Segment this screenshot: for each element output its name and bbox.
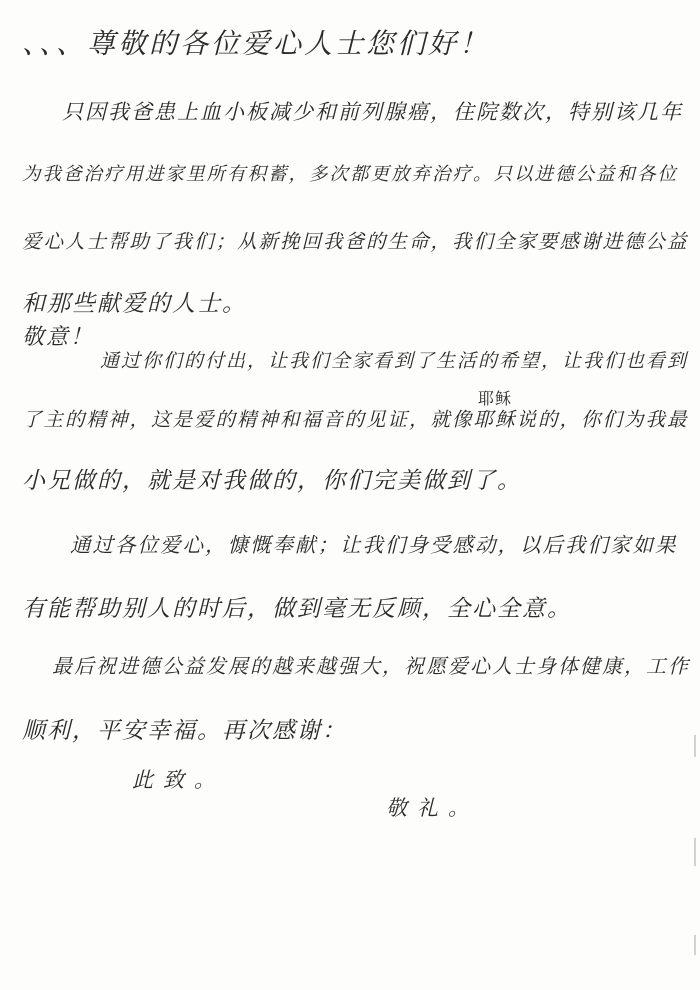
scan-edge-mark xyxy=(694,935,696,955)
salutation: 敬意！ xyxy=(22,325,95,350)
paragraph3-line1: 通过各位爱心，慷慨奉献；让我们身受感动，以后我们家如果 xyxy=(70,533,678,557)
paragraph2-line2: 了主的精神，这是爱的精神和福音的见证，就像耶稣说的，你们为我最 xyxy=(22,408,689,431)
paragraph1-line2: 为我爸治疗用进家里所有积蓄，多次都更放弃治疗。只以进德公益和各位 xyxy=(22,164,679,185)
closing-phrase: 此致。 xyxy=(132,768,225,792)
paragraph2-line3: 小兄做的，就是对我做的，你们完美做到了。 xyxy=(22,468,522,494)
paragraph4-line2: 顺利，平安幸福。再次感谢： xyxy=(22,718,347,744)
paragraph2-line1: 通过你们的付出，让我们全家看到了生活的希望，让我们也看到 xyxy=(100,350,689,372)
paragraph1-line1: 只因我爸患上血小板减少和前列腺癌，住院数次，特别该几年 xyxy=(62,100,683,124)
letter-greeting: 、、、尊敬的各位爱心人士您们好！ xyxy=(22,27,491,60)
scan-edge-mark xyxy=(694,735,696,757)
scan-edge-mark xyxy=(694,838,696,866)
paragraph4-line1: 最后祝进德公益发展的越来越强大，祝愿爱心人士身体健康，工作 xyxy=(52,654,690,678)
paragraph1-line3: 爱心人士帮助了我们；从新挽回我爸的生命，我们全家要感谢进德公益 xyxy=(22,230,689,253)
paragraph2-insertion: 耶稣 xyxy=(478,389,513,408)
sign-off: 敬礼。 xyxy=(386,796,479,820)
paragraph3-line2: 有能帮助别人的时后，做到毫无反顾，全心全意。 xyxy=(22,596,572,622)
paragraph1-line4: 和那些献爱的人士。 xyxy=(22,291,247,317)
